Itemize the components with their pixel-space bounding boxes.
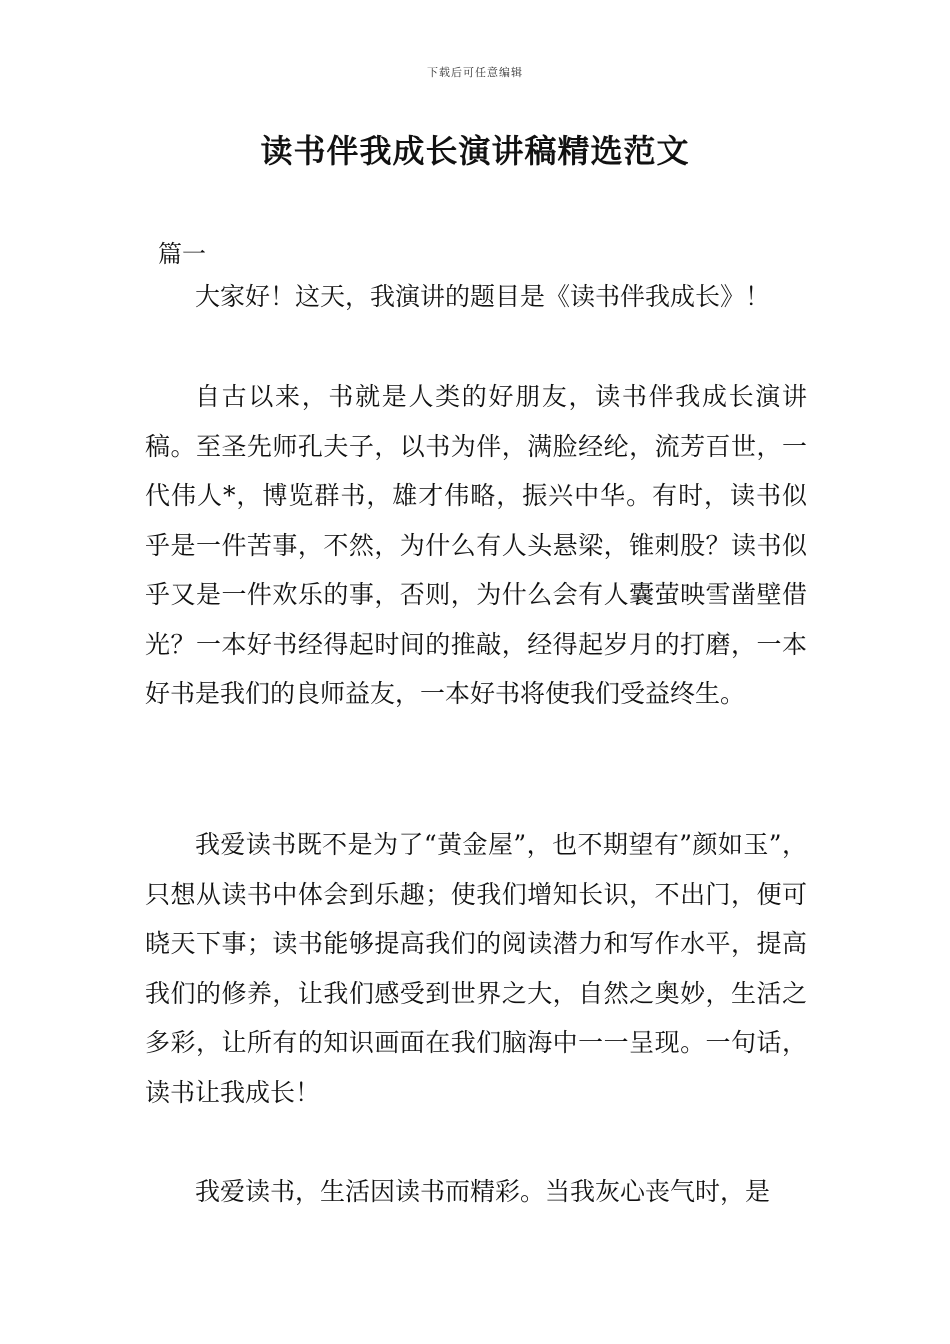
header-note: 下载后可任意编辑 xyxy=(427,66,523,79)
paragraph-books-friends: 自古以来，书就是人类的好朋友，读书伴我成长演讲稿。至圣先师孔夫子，以书为伴，满脸经纶，流芳百世，一代伟人*，博览群书，雄才伟略，振兴中华。有时，读书似乎是一件苦事，不然，为什么有人头悬梁，锥刺股？读书似乎又是一件欢乐的事，否则，为什么会有人囊萤映雪凿壁借光？一本好书经得起时间的推敲，经得起岁月的打磨，一本好书是我们的良师益友，一本好书将使我们受益终生。 xyxy=(145,382,807,708)
paragraph-greeting: 大家好！这天，我演讲的题目是《读书伴我成长》！ xyxy=(195,282,771,311)
document-title: 读书伴我成长演讲稿精选范文 xyxy=(260,132,690,170)
section-heading: 篇一 xyxy=(158,240,206,268)
paragraph-why-read: 我爱读书既不是为了“黄金屋”，也不期望有”颜如玉”，只想从读书中体会到乐趣；使我们增知长识，不出门，便可晓天下事；读书能够提高我们的阅读潜力和写作水平，提高我们的修养，让我们感受到世界之大，自然之奥妙，生活之多彩，让所有的知识画面在我们脑海中一一呈现。一句话，读书让我成长！ xyxy=(145,830,807,1107)
paragraph-life-reading: 我爱读书，生活因读书而精彩。当我灰心丧气时，是 xyxy=(195,1177,771,1206)
